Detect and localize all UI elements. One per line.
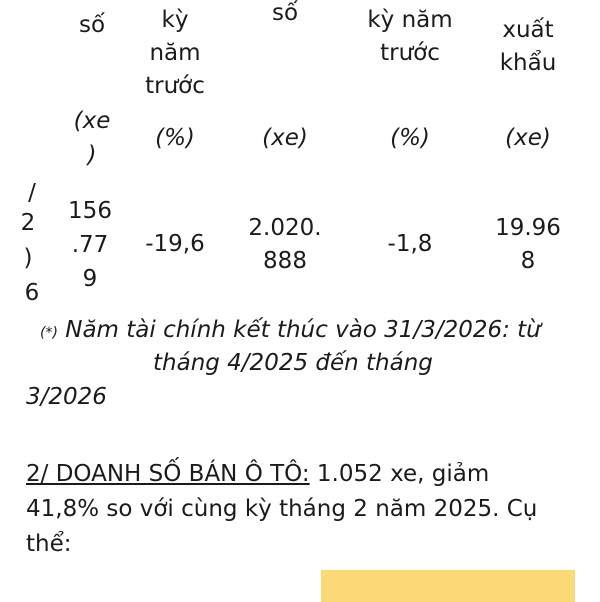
cell-col3-line2: 888 <box>263 248 307 274</box>
row-label-line4: 6 <box>24 280 40 306</box>
cell-col1-line1: 156 <box>68 198 112 224</box>
footnote-text-line1: Năm tài chính kết thúc vào 31/3/2026: từ <box>65 317 541 343</box>
header-col5-line2: khẩu <box>499 50 557 76</box>
header-col2-line1: kỳ <box>161 7 189 33</box>
cell-col2: -19,6 <box>145 231 205 257</box>
section-2-line3: thể: <box>26 531 72 557</box>
unit-col2: (%) <box>155 125 195 151</box>
footnote-mark: (*) <box>40 325 58 341</box>
unit-col4: (%) <box>390 125 430 151</box>
unit-col5: (xe) <box>505 125 551 151</box>
row-label-line3: ) <box>23 245 33 271</box>
unit-col1-line2: ) <box>87 142 97 168</box>
cell-col3-line1: 2.020. <box>248 215 322 241</box>
section-2-text-line1: 1.052 xe, giảm <box>309 461 490 487</box>
cell-col5-line2: 8 <box>520 248 536 274</box>
section-2-heading: 2/ DOANH SỐ BÁN Ô TÔ: <box>26 461 310 487</box>
unit-col1-line1: (xe <box>73 108 111 134</box>
cell-col4: -1,8 <box>387 231 433 257</box>
unit-col3: (xe) <box>262 125 308 151</box>
header-col2-line3: trước <box>145 73 205 99</box>
footnote-line3: 3/2026 <box>26 384 107 410</box>
cell-col1-line2: .77 <box>71 232 109 258</box>
header-col3-line: số <box>271 0 299 26</box>
highlight-bar <box>321 570 575 602</box>
cell-col1-line3: 9 <box>82 266 98 292</box>
header-col4-line1: kỳ năm <box>367 7 453 33</box>
footnote-line2: tháng 4/2025 đến tháng <box>153 350 433 376</box>
header-col2-line2: năm <box>149 40 201 66</box>
row-label-line2: 2 <box>20 210 36 236</box>
section-2-line2: 41,8% so với cùng kỳ tháng 2 năm 2025. Cụ <box>26 496 538 522</box>
header-col4-line2: trước <box>380 40 440 66</box>
row-label-line1: / <box>28 180 36 206</box>
cell-col5-line1: 19.96 <box>495 215 561 241</box>
header-col1-line: số <box>78 12 106 38</box>
header-col5-line1: xuất <box>502 17 554 43</box>
section-2-line1 <box>26 457 489 492</box>
